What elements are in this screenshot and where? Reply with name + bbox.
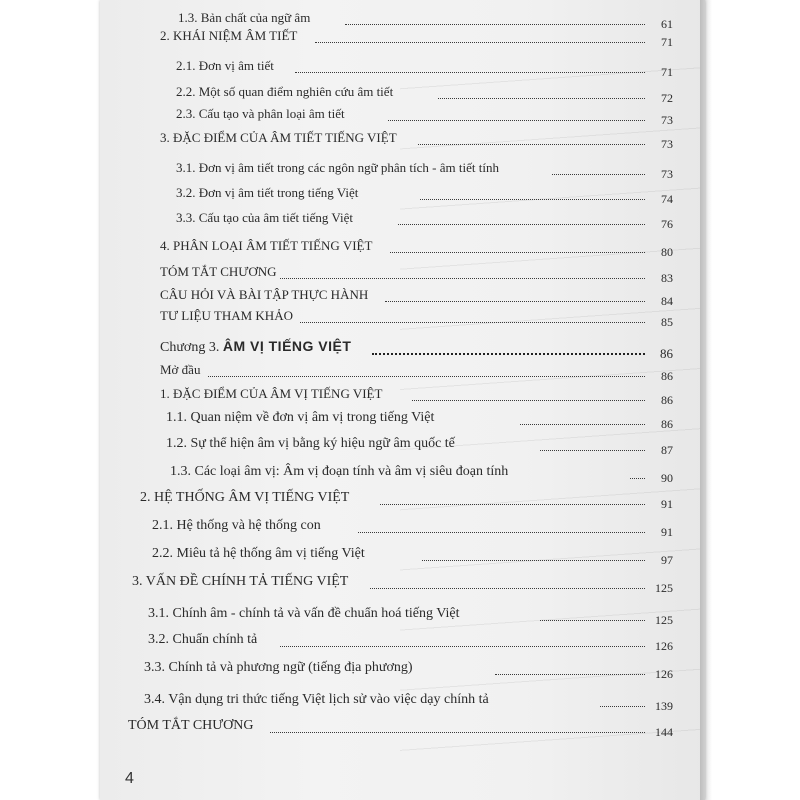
toc-entry-page: 91 <box>661 497 673 511</box>
toc-entry-page: 73 <box>661 167 673 181</box>
toc-entry-title: 3.1. Chính âm - chính tả và vấn đề chuẩn hoá tiếng Việt <box>148 606 460 621</box>
dot-leader <box>630 478 645 479</box>
toc-entry-page: 86 <box>660 346 673 361</box>
toc-entry-title: 2. HỆ THỐNG ÂM VỊ TIẾNG VIỆT <box>140 490 350 505</box>
dot-leader <box>420 199 645 200</box>
toc-entry-page: 86 <box>661 393 673 407</box>
toc-entry <box>100 488 705 512</box>
toc-entry <box>100 462 705 486</box>
dot-leader <box>295 72 645 73</box>
dot-leader <box>270 732 645 733</box>
dot-leader <box>315 42 645 43</box>
toc-entry <box>100 544 705 568</box>
dot-leader <box>388 120 645 121</box>
toc-entry-title: TÓM TẮT CHƯƠNG <box>128 718 254 733</box>
toc-entry <box>100 262 705 286</box>
page-number: 4 <box>125 770 134 787</box>
toc-entry <box>100 516 705 540</box>
dot-leader <box>552 174 645 175</box>
toc-entry-title: TÓM TẮT CHƯƠNG <box>160 264 277 279</box>
toc-entry <box>100 408 705 432</box>
chapter-label: Chương 3. <box>160 340 223 355</box>
dot-leader <box>438 98 645 99</box>
toc-entry-title: 3. ĐẶC ĐIỂM CỦA ÂM TIẾT TIẾNG VIỆT <box>160 130 397 145</box>
toc-entry-title: TƯ LIỆU THAM KHẢO <box>160 308 293 323</box>
toc-entry-page: 73 <box>661 137 673 151</box>
dot-leader <box>398 224 645 225</box>
toc-entry-page: 71 <box>661 35 673 49</box>
toc-entry <box>100 208 705 232</box>
toc-entry <box>100 104 705 128</box>
toc-entry-title: 2.1. Đơn vị âm tiết <box>176 58 274 73</box>
dot-leader <box>280 278 645 279</box>
toc-entry-title: 1.3. Bản chất của ngữ âm <box>178 10 311 25</box>
toc-entry-title: 3. VẤN ĐỀ CHÍNH TẢ TIẾNG VIỆT <box>132 574 349 589</box>
toc-entry-title: 1.2. Sự thể hiện âm vị bằng ký hiệu ngữ âm quốc tế <box>166 436 455 451</box>
toc-entry-title: Mở đầu <box>160 362 201 377</box>
toc-entry <box>100 434 705 458</box>
toc-entry <box>100 360 705 384</box>
toc-entry <box>100 128 705 152</box>
toc-entry-title: 4. PHÂN LOẠI ÂM TIẾT TIẾNG VIỆT <box>160 238 373 253</box>
toc-entry-page: 76 <box>661 217 673 231</box>
toc-entry-page: 71 <box>661 65 673 79</box>
toc-entry <box>100 56 705 80</box>
toc-entry <box>100 236 705 260</box>
page-edge-shadow <box>700 0 712 800</box>
dot-leader <box>280 646 645 647</box>
dot-leader <box>520 424 645 425</box>
dot-leader <box>422 560 645 561</box>
toc-entry <box>100 658 705 682</box>
dot-leader <box>495 674 645 675</box>
toc-entry-page: 80 <box>661 245 673 259</box>
toc-entry-page: 61 <box>661 17 673 31</box>
toc-entry <box>100 183 705 207</box>
dot-leader <box>385 301 645 302</box>
book-page <box>100 0 705 800</box>
dot-leader <box>372 353 645 355</box>
dot-leader <box>208 376 645 377</box>
dot-leader <box>345 24 645 25</box>
toc-entry-page: 87 <box>661 443 673 457</box>
toc-entry-title: 3.2. Đơn vị âm tiết trong tiếng Việt <box>176 185 359 200</box>
toc-entry-page: 84 <box>661 294 673 308</box>
toc-entry-title: 2.1. Hệ thống và hệ thống con <box>152 518 321 533</box>
toc-entry <box>100 306 705 330</box>
toc-entry-page: 86 <box>661 417 673 431</box>
toc-entry-page: 139 <box>655 699 673 713</box>
toc-entry-page: 97 <box>661 553 673 567</box>
toc-entry-page: 85 <box>661 315 673 329</box>
toc-chapter-title <box>160 338 351 356</box>
toc-entry-title: 2. KHÁI NIỆM ÂM TIẾT <box>160 28 298 43</box>
toc-entry-title: 3.3. Chính tả và phương ngữ (tiếng địa phương) <box>144 660 413 675</box>
table-of-contents <box>100 0 705 800</box>
toc-entry-title: 3.3. Cấu tạo của âm tiết tiếng Việt <box>176 210 353 225</box>
toc-entry-page: 144 <box>655 725 673 739</box>
toc-entry-page: 90 <box>661 471 673 485</box>
toc-entry-page: 91 <box>661 525 673 539</box>
dot-leader <box>380 504 645 505</box>
toc-entry-page: 74 <box>661 192 673 206</box>
toc-entry-title: 3.4. Vận dụng tri thức tiếng Việt lịch sử vào việc dạy chính tả <box>144 692 489 707</box>
toc-entry-page: 126 <box>655 667 673 681</box>
dot-leader <box>412 400 645 401</box>
toc-entry-page: 86 <box>661 369 673 383</box>
toc-entry-title: 3.1. Đơn vị âm tiết trong các ngôn ngữ phân tích - âm tiết tính <box>176 160 499 175</box>
dot-leader <box>540 450 645 451</box>
toc-entry-page: 83 <box>661 271 673 285</box>
toc-entry <box>100 384 705 408</box>
toc-entry-page: 72 <box>661 91 673 105</box>
dot-leader <box>600 706 645 707</box>
toc-entry <box>100 82 705 106</box>
toc-entry <box>100 158 705 182</box>
chapter-name: ÂM VỊ TIẾNG VIỆT <box>222 338 352 354</box>
toc-chapter-entry <box>100 338 705 362</box>
toc-entry-title: 2.3. Cấu tạo và phân loại âm tiết <box>176 106 345 121</box>
toc-entry-title: 1. ĐẶC ĐIỂM CỦA ÂM VỊ TIẾNG VIỆT <box>160 386 383 401</box>
toc-entry <box>100 630 705 654</box>
dot-leader <box>358 532 645 533</box>
toc-entry-title: 3.2. Chuẩn chính tả <box>148 632 258 647</box>
toc-entry <box>100 604 705 628</box>
dot-leader <box>300 322 645 323</box>
dot-leader <box>540 620 645 621</box>
toc-entry-page: 125 <box>655 581 673 595</box>
dot-leader <box>390 252 645 253</box>
toc-entry <box>100 572 705 596</box>
toc-entry <box>100 690 705 714</box>
toc-entry-page: 125 <box>655 613 673 627</box>
toc-entry-title: 1.3. Các loại âm vị: Âm vị đoạn tính và âm vị siêu đoạn tính <box>170 464 509 479</box>
toc-entry-page: 73 <box>661 113 673 127</box>
toc-entry-title: 1.1. Quan niệm về đơn vị âm vị trong tiếng Việt <box>166 410 435 425</box>
toc-entry-page: 126 <box>655 639 673 653</box>
dot-leader <box>418 144 645 145</box>
toc-entry <box>100 26 705 50</box>
toc-entry <box>100 716 705 740</box>
toc-entry-title: 2.2. Một số quan điểm nghiên cứu âm tiết <box>176 84 394 99</box>
toc-entry-title: CÂU HỎI VÀ BÀI TẬP THỰC HÀNH <box>160 287 369 302</box>
dot-leader <box>370 588 645 589</box>
toc-entry-title: 2.2. Miêu tả hệ thống âm vị tiếng Việt <box>152 546 365 561</box>
